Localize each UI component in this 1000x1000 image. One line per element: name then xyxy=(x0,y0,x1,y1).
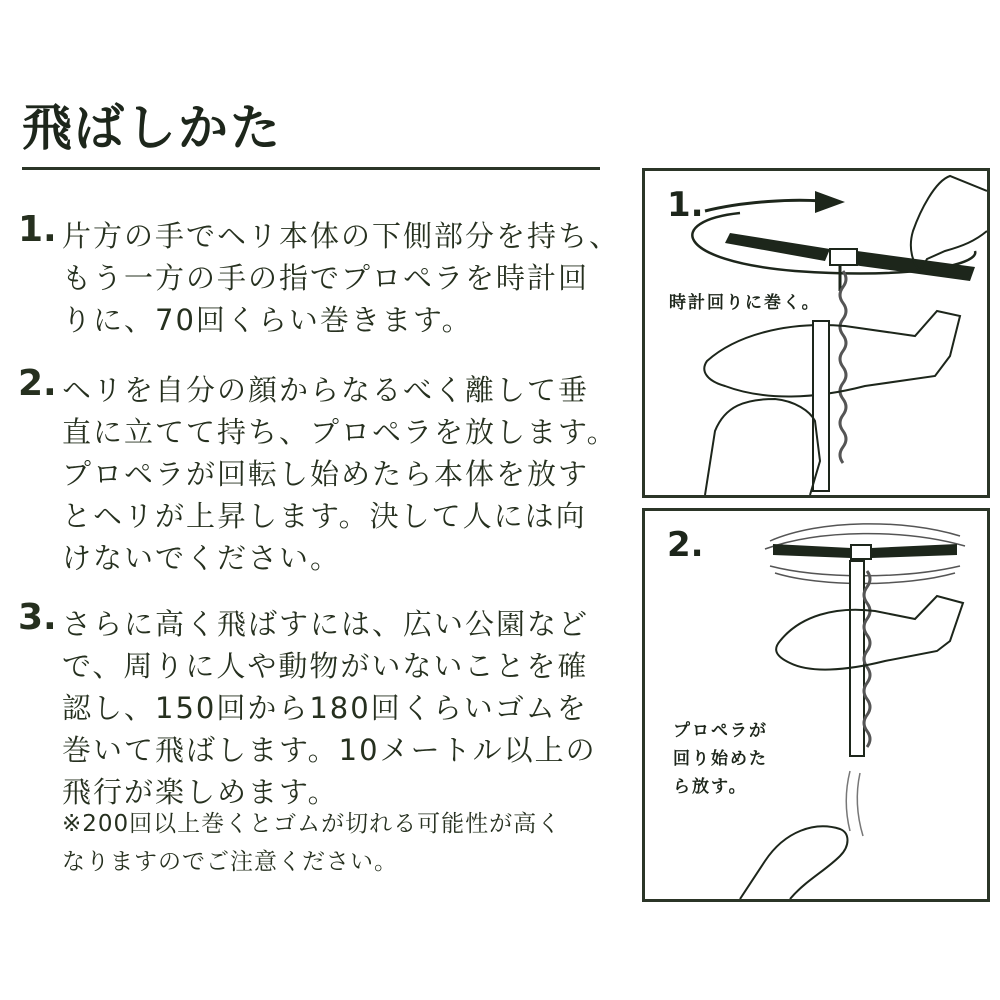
panel-caption xyxy=(673,717,768,801)
step-line: けないでください。 xyxy=(62,541,342,575)
panel-number: 1. xyxy=(667,185,704,225)
step-line: で、周りに人や動物がいないことを確 xyxy=(62,649,589,683)
step-line: もう一方の手の指でプロペラを時計回 xyxy=(62,261,590,295)
step-line: 巻いて飛ばします。10メートル以上の xyxy=(62,733,597,767)
page-title: 飛ばしかた xyxy=(22,99,282,157)
step-line: 直に立てて持ち、プロペラを放します。 xyxy=(62,415,618,449)
step-line: 飛行が楽しめます。 xyxy=(62,775,339,809)
panel-caption xyxy=(669,289,821,317)
step-line: りに、70回くらい巻きます。 xyxy=(62,303,473,337)
caption-line: 回り始めた xyxy=(673,749,768,769)
caution-note xyxy=(62,805,602,881)
step-line: プロペラが回転し始めたら本体を放す xyxy=(62,457,590,491)
caption-line: プロペラが xyxy=(673,721,768,741)
note-line: なりますのでご注意ください。 xyxy=(62,849,398,875)
step-number: 2. xyxy=(18,363,57,404)
step-line: 認し、150回から180回くらいゴムを xyxy=(62,691,588,725)
panel-number: 2. xyxy=(667,525,704,565)
step-number: 3. xyxy=(18,597,57,638)
illustration-panel-1 xyxy=(642,168,990,498)
release-propeller-illustration xyxy=(645,511,987,899)
title-underline xyxy=(22,167,600,170)
caption-line: 時計回りに巻く。 xyxy=(669,293,821,313)
step-text xyxy=(62,369,618,579)
step-line: ヘリを自分の顔からなるべく離して垂 xyxy=(62,373,590,407)
illustration-panel-2 xyxy=(642,508,990,902)
note-line: ※200回以上巻くとゴムが切れる可能性が高く xyxy=(62,811,562,837)
step-line: とヘリが上昇します。決して人には向 xyxy=(62,499,587,533)
step-number: 1. xyxy=(18,209,57,250)
caption-line: ら放す。 xyxy=(673,777,748,797)
step-text xyxy=(62,215,621,341)
step-line: 片方の手でヘリ本体の下側部分を持ち、 xyxy=(62,219,621,253)
step-line: さらに高く飛ばすには、広い公園など xyxy=(62,607,590,641)
step-text xyxy=(62,603,612,813)
